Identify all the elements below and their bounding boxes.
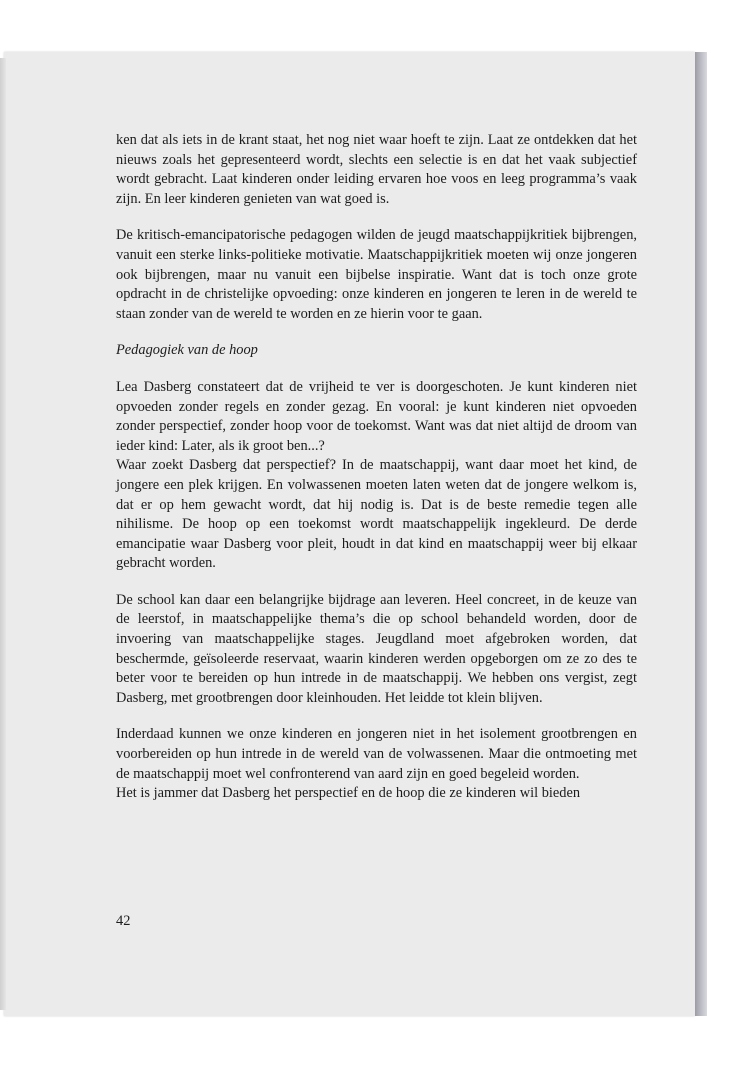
paragraph: De kritisch-emancipatorische pedagogen wilden de jeugd maatschappijkritiek bijbrengen, vanuit een sterke links-politieke motivatie. Maatschappijkritiek moeten wij onze jongeren ook bijbrengen, maar nu vanuit een bijbelse inspiratie. Want dat is toch onze grote opdracht in de christelijke opvoeding: onze kinderen en jongeren te leren in de wereld te staan zonder van de wereld te worden en ze hierin voor te gaan.: [116, 227, 637, 322]
paragraph: Het is jammer dat Dasberg het perspectief en de hoop die ze kinderen wil bieden: [116, 785, 581, 802]
book-spine-shadow: [695, 52, 707, 1016]
page-number: 42: [116, 913, 131, 929]
paragraph: Lea Dasberg constateert dat de vrijheid te ver is doorgeschoten. Je kunt kinderen niet opvoeden zonder regels en zonder gezag. En vooral: je kunt kinderen niet opvoeden zonder perspectief, zonder hoop voor de toekomst. Want was dat niet altijd de droom van ieder kind: Later, als ik groot ben...?: [116, 378, 637, 454]
paragraph: Inderdaad kunnen we onze kinderen en jongeren niet in het isolement grootbrengen en voorbereiden op hun intrede in de wereld van de volwassenen. Maar die ontmoeting met de maatschappij moet wel confronterend van aard zijn en goed begeleid worden.: [116, 726, 637, 782]
section-heading: Pedagogiek van de hoop: [116, 342, 258, 359]
page-stack-edge: [0, 58, 6, 1010]
paragraph: Waar zoekt Dasberg dat perspectief? In de maatschappij, want daar moet het kind, de jongere een plek krijgen. En volwassenen moeten laten weten dat de jongere welkom is, dat er op hem gewacht wordt, dat hij nodig is. Dat is de beste remedie tegen alle nihilisme. De hoop op een toekomst wordt maatschappelijk ingekleurd. De derde emancipatie waar Dasberg voor pleit, houdt in dat kind en maatschappij weer bij elkaar gebracht worden.: [116, 457, 637, 572]
body-text: [116, 131, 637, 804]
paragraph: ken dat als iets in de krant staat, het nog niet waar hoeft te zijn. Laat ze ontdekken dat het nieuws zoals het gepresenteerd wordt, slechts een selectie is en dat het vaak subjectief wordt gebracht. Laat kinderen onder leiding ervaren hoe voos en leeg programma’s vaak zijn. En leer kinderen genieten van wat goed is.: [116, 132, 637, 207]
paragraph: De school kan daar een belangrijke bijdrage aan leveren. Heel concreet, in de keuze van de leerstof, in maatschappelijke thema’s die op school behandeld worden, door de invoering van maatschappelijke stages. Jeugdland moet afgebroken worden, dat beschermde, geïsoleerde reservaat, waarin kinderen werden opgeborgen om ze zo des te beter voor te bereiden op hun intrede in de maatschappij. We hebben ons vergist, zegt Dasberg, met grootbrengen door kleinhouden. Het leidde tot klein blijven.: [116, 591, 637, 706]
